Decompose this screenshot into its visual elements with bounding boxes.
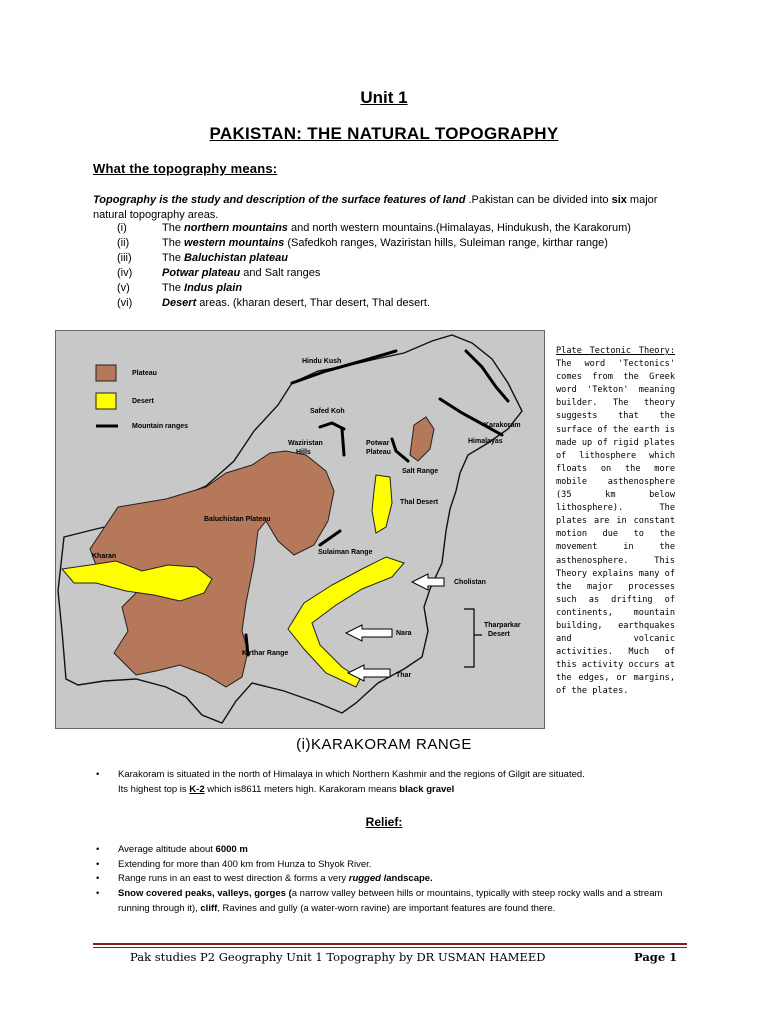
- relief-4c: narrow valley between hills or mountains, typically with steep rocky walls and a stream running through it),: [118, 888, 663, 914]
- label-waziristan-hills: Hills: [296, 449, 311, 456]
- label-potwar-plateau: Plateau: [366, 449, 391, 456]
- list-item: [93, 251, 631, 266]
- topography-areas-list: [93, 221, 631, 311]
- list-em: Desert: [162, 297, 197, 309]
- list-pre: The: [162, 282, 185, 294]
- list-number: (iii): [117, 252, 132, 264]
- footer-text: Pak studies P2 Geography Unit 1 Topography by DR USMAN HAMEED: [130, 950, 546, 964]
- relief-bullet-1: [96, 843, 688, 858]
- label-tharparkar-desert: Desert: [488, 631, 510, 638]
- list-em: northern mountains: [184, 222, 288, 234]
- intro-text-b: major natural topography areas.: [93, 194, 658, 221]
- bullet-dot: •: [96, 844, 100, 855]
- list-em: Indus plain: [184, 282, 243, 294]
- relief-1b: 6000 m: [215, 844, 248, 855]
- tharparkar-bracket: [464, 609, 482, 667]
- k2-name: K-2: [189, 783, 205, 795]
- intro-six: six: [611, 194, 627, 206]
- relief-4d: cliff: [200, 902, 218, 914]
- relief-3a: Range runs in an east to west direction & forms a very: [118, 873, 349, 884]
- bullet-dot: •: [96, 873, 100, 884]
- legend-desert-label: Desert: [132, 398, 154, 405]
- unit-heading: Unit 1: [360, 88, 408, 107]
- waziristan-line: [342, 429, 344, 455]
- footer-rule-thin: [93, 947, 687, 948]
- label-baluchistan-plateau: Baluchistan Plateau: [204, 516, 271, 523]
- plate-tectonic-note: [556, 345, 675, 699]
- list-number: (v): [117, 282, 130, 294]
- karakoram-line-2: [118, 783, 688, 798]
- relief-heading: Relief:: [365, 815, 403, 829]
- relief-4b: a: [291, 888, 298, 899]
- label-thar: Thar: [396, 672, 412, 679]
- karakoram-line-1: Karakoram is situated in the north of Himalaya in which Northern Kashmir and the regions of Gilgit are situated.: [118, 769, 585, 780]
- list-pre: The: [162, 252, 185, 264]
- list-item: [93, 221, 631, 236]
- list-post: areas. (kharan desert, Thar desert, Thal desert.: [196, 297, 431, 309]
- intro-text-a: .Pakistan can be divided into: [465, 194, 612, 206]
- relief-3c: andscape.: [386, 873, 433, 884]
- legend-plateau-label: Plateau: [132, 370, 157, 377]
- plate-tectonic-body: The word 'Tectonics' comes from the Greek word 'Tekton' meaning builder. The theory suggests that the surface of the earth is made up of rigid plates of lithosphere which floats on the more mobile asthenosphere (35 km below lithosphere). The plates are in constant motion due to the movement in the asthenosphere. This Theory explains many of the major processes such as drifting of continents, mountain building, earthquakes and volcanic activities. Much of this activity occurs at the edges, or margins, of the plates.: [556, 359, 675, 697]
- label-waziristan: Waziristan: [288, 440, 323, 447]
- list-item: [93, 281, 631, 296]
- relief-4g: water-worn ravine) are important features are found there.: [308, 902, 556, 914]
- label-tharparkar: Tharparkar: [484, 622, 521, 629]
- list-em: Potwar plateau: [162, 267, 241, 279]
- relief-1a: Average altitude about: [118, 844, 216, 855]
- relief-bullet-4: [96, 887, 688, 916]
- footer-rule-thick: [93, 943, 687, 945]
- label-thal-desert: Thal Desert: [400, 499, 439, 506]
- label-cholistan: Cholistan: [454, 579, 486, 586]
- list-em: western mountains: [184, 237, 285, 249]
- list-post: (Safedkoh ranges, Waziristan hills, Suleiman range, kirthar range): [284, 237, 608, 249]
- label-kirthar-range: Kirthar Range: [242, 650, 289, 657]
- relief-2: Extending for more than 400 km from Hunza to Shyok River.: [118, 859, 372, 870]
- label-kharan: Kharan: [92, 553, 117, 560]
- relief-4e: , Ravines and gully (: [217, 902, 304, 914]
- label-salt-range: Salt Range: [402, 468, 439, 475]
- label-hindu-kush: Hindu Kush: [302, 358, 342, 365]
- list-em: Baluchistan plateau: [184, 252, 288, 264]
- legend-desert-swatch: [96, 393, 116, 409]
- label-safed-koh: Safed Koh: [310, 408, 345, 415]
- k2-text-a: Its highest top is: [118, 783, 190, 795]
- label-nara: Nara: [396, 630, 412, 637]
- relief-bullet-2: [96, 858, 688, 873]
- list-pre: The: [162, 222, 185, 234]
- list-number: (ii): [117, 237, 130, 249]
- list-post: and north western mountains.(Himalayas, Hindukush, the Karakorum): [287, 222, 631, 234]
- section-subheading: What the topography means:: [93, 161, 278, 176]
- bullet-dot: •: [96, 769, 100, 780]
- karakoram-heading: (i)KARAKORAM RANGE: [296, 736, 472, 753]
- relief-4f: a: [303, 902, 309, 914]
- list-pre: The: [162, 237, 185, 249]
- intro-lead: Topography is the study and description of the surface features of land: [93, 194, 466, 206]
- list-item: [93, 296, 631, 311]
- list-post: and Salt ranges: [240, 267, 321, 279]
- topography-map: [55, 330, 545, 729]
- list-item: [93, 266, 631, 281]
- legend-plateau-swatch: [96, 365, 116, 381]
- page-title: PAKISTAN: THE NATURAL TOPOGRAPHY: [209, 124, 559, 143]
- label-potwar: Potwar: [366, 440, 390, 447]
- legend-mountain-label: Mountain ranges: [132, 423, 189, 430]
- bullet-dot: •: [96, 859, 100, 870]
- black-gravel: black gravel: [399, 783, 455, 795]
- intro-paragraph: [93, 193, 688, 223]
- list-item: [93, 236, 631, 251]
- list-number: (i): [117, 222, 127, 234]
- label-karakoram: Karakoram: [484, 422, 521, 429]
- k2-text-c: which is8611 meters high. Karakoram means: [204, 783, 400, 795]
- relief-bullet-3: [96, 872, 688, 887]
- label-sulaiman-range: Sulaiman Range: [318, 549, 373, 556]
- bullet-dot: •: [96, 888, 100, 899]
- label-himalayas: Himalayas: [468, 438, 503, 445]
- plate-tectonic-heading: Plate Tectonic Theory:: [556, 346, 675, 356]
- list-number: (vi): [117, 297, 133, 309]
- relief-4a: Snow covered peaks, valleys, gorges (: [118, 888, 292, 899]
- list-number: (iv): [117, 267, 133, 279]
- relief-3b: rugged l: [348, 873, 387, 884]
- karakoram-bullet: [96, 768, 688, 797]
- page-number: Page 1: [634, 950, 678, 964]
